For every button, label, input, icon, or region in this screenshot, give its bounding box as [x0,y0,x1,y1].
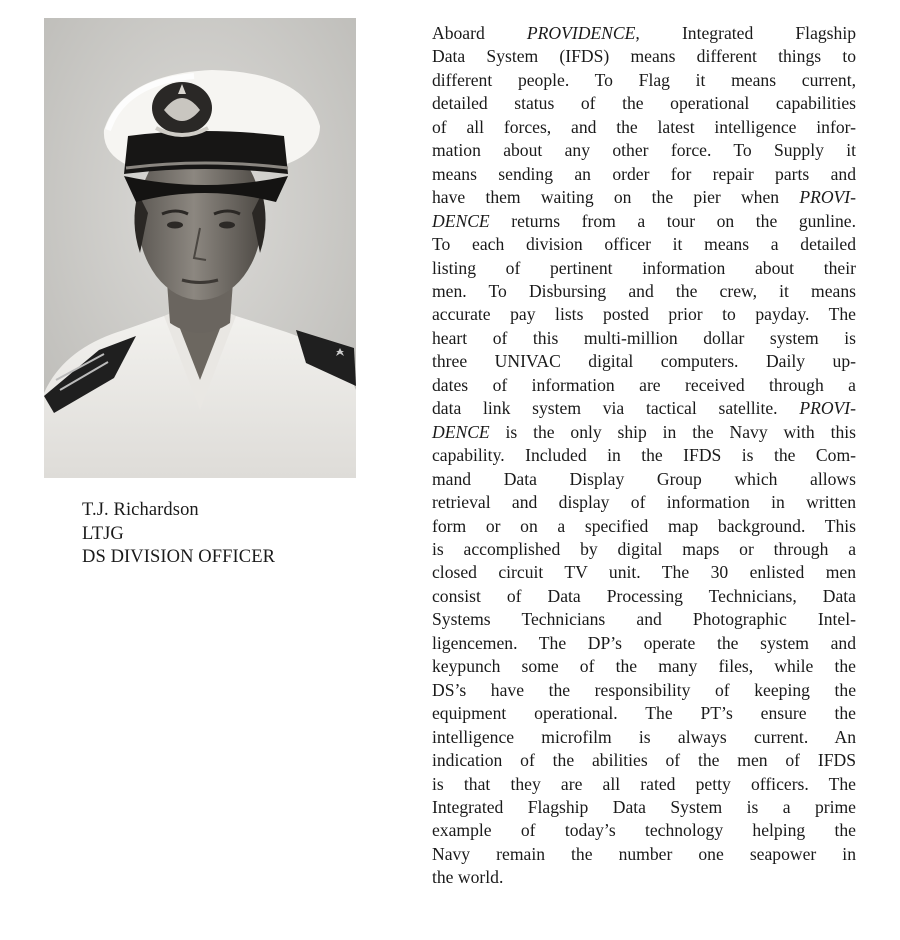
text-run: the world. [432,867,504,888]
text-run: indication of the abilities of the men of IFDS [432,750,856,771]
text-run: Aboard [432,23,527,43]
text-run: example of today’s technology helping the [432,820,856,841]
article-line [432,515,856,538]
article-line [432,773,856,796]
text-run: heart of this multi-million dollar system is [432,327,856,348]
article-line [432,561,856,584]
text-run: have them waiting on the pier when [432,187,800,208]
officer-name: T.J. Richardson [82,500,199,520]
article-line [432,69,856,92]
article-line [432,749,856,772]
article-line [432,608,856,631]
text-run: returns from a tour on the gunline. [489,210,856,231]
text-run: dates of information are received through a [432,374,856,395]
article-line [432,257,856,280]
italic-text: DENCE [432,210,490,231]
text-run: keypunch some of the many files, while the [432,656,856,677]
article-line [432,796,856,819]
article-line [432,350,856,373]
article-line [432,538,856,561]
article-line [432,491,856,514]
text-run: retrieval and display of information in written [432,492,856,513]
text-run: mand Data Display Group which allows [432,468,856,489]
text-run: means sending an order for repair parts and [432,163,856,184]
text-run: different people. To Flag it means current, [432,69,856,90]
text-run: listing of pertinent information about their [432,257,856,278]
article-line [432,45,856,68]
text-run: men. To Disbursing and the crew, it means [432,280,856,301]
text-run: closed circuit TV unit. The 30 enlisted men [432,562,856,583]
text-run: form or on a specified map background. This [432,515,856,536]
text-run: detailed status of the operational capabilities [432,93,856,114]
article-line [432,632,856,655]
portrait-caption [82,499,275,570]
article-line [432,116,856,139]
article-line [432,679,856,702]
text-run: Systems Technicians and Photographic Intel- [432,609,856,630]
officer-portrait-photo [44,18,356,478]
text-run: is the only ship in the Navy with this [489,421,856,442]
officer-portrait-illustration [44,18,356,478]
officer-rank: LTJG [82,523,124,544]
article-line [432,233,856,256]
text-run: of all forces, and the latest intelligence infor- [432,116,856,137]
italic-text: PROVIDENCE, [526,23,640,43]
article-line [432,655,856,678]
article-line [432,421,856,444]
text-run: intelligence microfilm is always current. An [432,726,856,747]
article-line [432,303,856,326]
article-line [432,327,856,350]
text-run: three UNIVAC digital computers. Daily up- [432,351,856,372]
article-line [432,726,856,749]
text-run: data link system via tactical satellite. [432,398,800,419]
italic-text: PROVI- [799,398,856,419]
article-line [432,163,856,186]
article-line [432,819,856,842]
text-run: Integrated Flagship [639,23,857,43]
article-line [432,843,856,866]
article-line [432,374,856,397]
article-line [432,280,856,303]
text-run: is accomplished by digital maps or through a [432,538,856,559]
italic-text: DENCE [432,421,490,442]
text-run: capability. Included in the IFDS is the Com- [432,445,856,466]
article-line [432,585,856,608]
text-run: is that they are all rated petty officers. The [432,773,856,794]
article-line [432,139,856,162]
text-run: consist of Data Processing Technicians, Data [432,585,856,606]
text-run: ligencemen. The DP’s operate the system and [432,632,856,653]
article-line [432,702,856,725]
text-run: Navy remain the number one seapower in [432,843,856,864]
text-run: Integrated Flagship Data System is a prime [432,796,856,817]
officer-title: DS DIVISION OFFICER [82,547,276,567]
article-line [432,92,856,115]
article-line [432,210,856,233]
text-run: equipment operational. The PT’s ensure the [432,703,856,724]
text-run: mation about any other force. To Supply it [432,140,856,161]
article-line [432,22,856,45]
article-line [432,186,856,209]
italic-text: PROVI- [799,187,856,208]
text-run: accurate pay lists posted prior to payday. The [432,304,856,325]
text-run: DS’s have the responsibility of keeping the [432,679,856,700]
article-body [432,22,856,890]
text-run: Data System (IFDS) means different things to [432,46,856,67]
article-line [432,397,856,420]
article-line [432,866,856,889]
article-line [432,444,856,467]
article-line [432,468,856,491]
text-run: To each division officer it means a detailed [432,234,856,255]
